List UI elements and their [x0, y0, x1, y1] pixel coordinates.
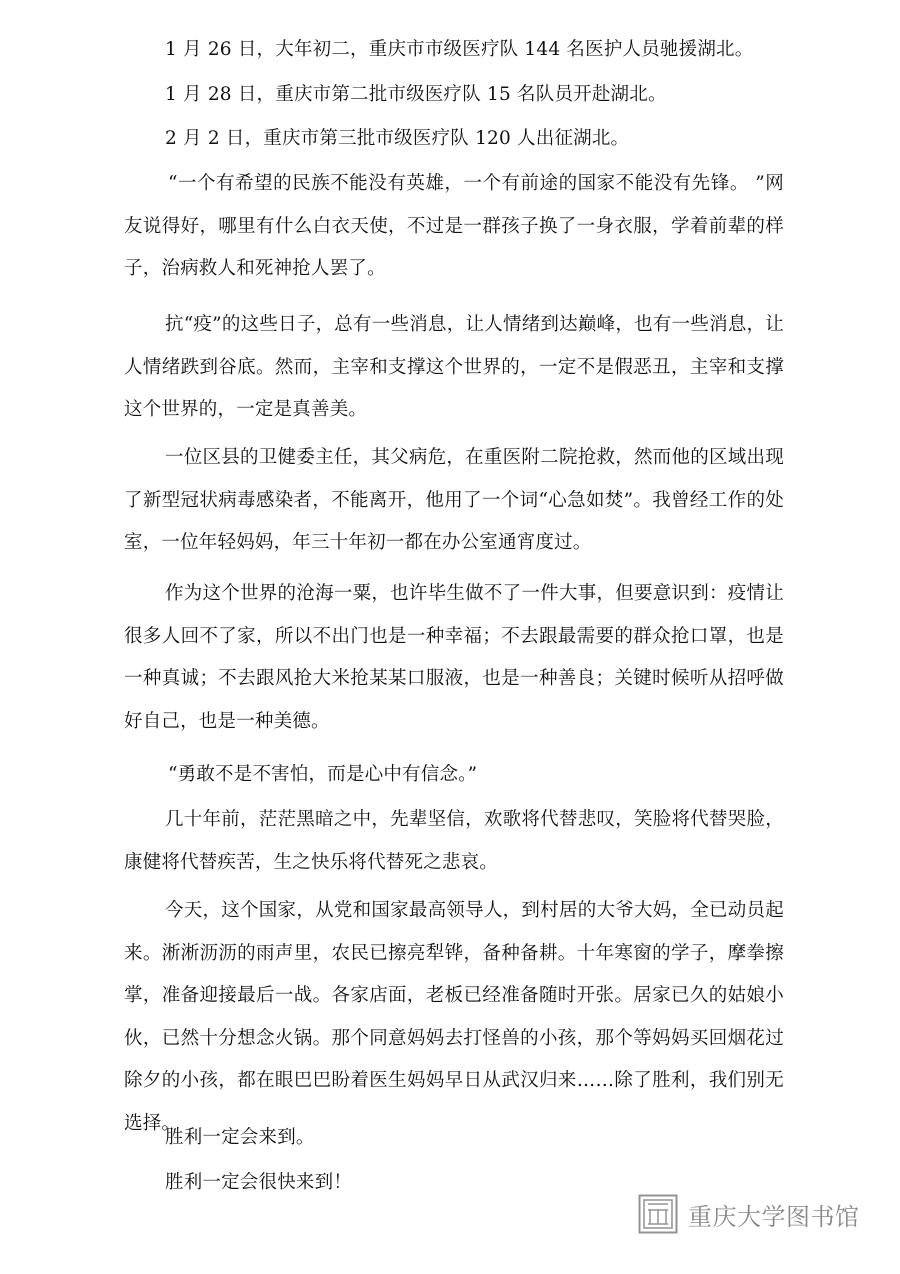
- paragraph-8: “勇敢不是不害怕，而是心中有信念。”: [168, 764, 478, 785]
- cqu-library-logo-icon: [638, 1194, 678, 1234]
- paragraph-12: 胜利一定会很快来到！: [165, 1172, 353, 1193]
- paragraph-11: 胜利一定会来到。: [165, 1127, 315, 1148]
- paragraph-2: 1 月 28 日，重庆市第二批市级医疗队 15 名队员开赴湖北。: [165, 84, 667, 105]
- watermark-text: 重庆大学图书馆: [688, 1202, 860, 1231]
- paragraph-4: “一个有希望的民族不能没有英雄，一个有前途的国家不能没有先锋。 ”网友说得好，哪里有什么白衣天使，不过是一群孩子换了一身衣服，学着前辈的样子，治病救人和死神抢人罢了。: [124, 173, 784, 279]
- paragraph-3: 2 月 2 日，重庆市第三批市级医疗队 120 人出征湖北。: [165, 128, 630, 149]
- paragraph-1: 1 月 26 日，大年初二，重庆市市级医疗队 144 名医护人员驰援湖北。: [165, 39, 754, 60]
- paragraph-7: 作为这个世界的沧海一粟，也许毕生做不了一件大事，但要意识到：疫情让很多人回不了家，所以不出门也是一种幸福；不去跟最需要的群众抢口罩，也是一种真诚；不去跟风抢大米抢某某口服液，也是一种善良；关键时候听从招呼做好自己，也是一种美德。: [124, 583, 784, 732]
- paragraph-9: 几十年前，茫茫黑暗之中，先辈坚信，欢歌将代替悲叹，笑脸将代替哭脸，康健将代替疾苦，生之快乐将代替死之悲哀。: [124, 809, 784, 873]
- paragraph-10: 今天，这个国家，从党和国家最高领导人，到村居的大爷大妈，全已动员起来。淅淅沥沥的雨声里，农民已擦亮犁铧，备种备耕。十年寒窗的学子，摩拳擦掌，准备迎接最后一战。各家店面，老板已经准备随时开张。居家已久的姑娘小伙，已然十分想念火锅。那个同意妈妈去打怪兽的小孩，那个等妈妈买回烟花过除夕的小孩，都在眼巴巴盼着医生妈妈早日从武汉归来……除了胜利，我们别无选择。: [124, 900, 784, 1134]
- paragraph-5: 抗“疫”的这些日子，总有一些消息，让人情绪到达巅峰，也有一些消息，让人情绪跌到谷底。然而，主宰和支撑这个世界的，一定不是假恶丑，主宰和支撑这个世界的，一定是真善美。: [124, 314, 784, 420]
- paragraph-6: 一位区县的卫健委主任，其父病危，在重医附二院抢救，然而他的区域出现了新型冠状病毒感染者，不能离开，他用了一个词“心急如焚”。我曾经工作的处室，一位年轻妈妈，年三十年初一都在办公室通宵度过。: [124, 447, 784, 553]
- library-watermark: [638, 1189, 868, 1239]
